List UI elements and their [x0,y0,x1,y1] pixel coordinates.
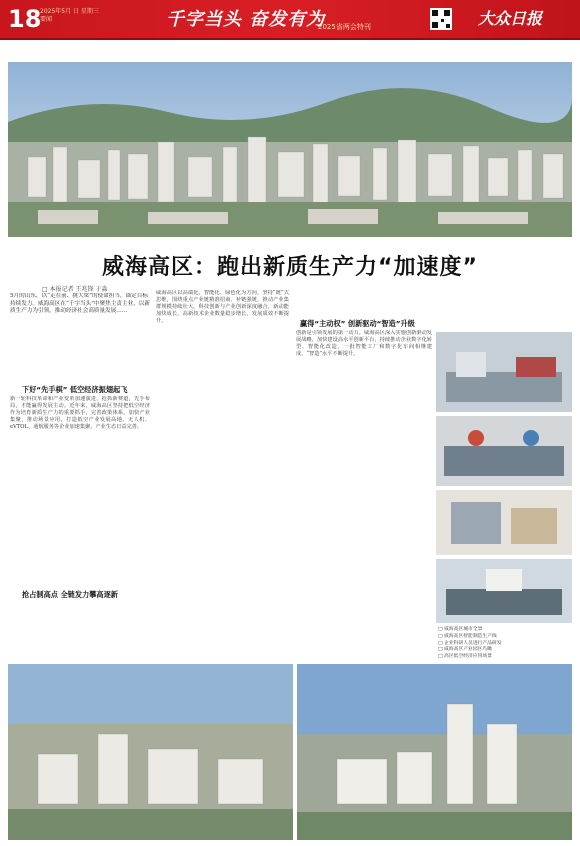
factory-photo-1 [436,332,572,412]
caption-3: □ 企业科研人员进行产品研发 [438,640,502,646]
factory-photo-3 [436,490,572,555]
article-column-2: 威海高区以高端化、智能化、绿色化为方向，坚持“链”式思维，围绕重点产业链精准招商、补链强链，推动产业集群规模持续壮大。科技创新与产业创新深度融合，新动能加快成长，高新技术企业数量稳步增长，发展质效不断提升。 [156,290,289,325]
article-headline: 威海高区：跑出新质生产力“加速度” [102,255,478,280]
caption-1: □ 威海高区城市全景 [438,627,483,632]
caption-2: □ 威海高区智能制造生产线 [438,633,497,639]
industrial-park-photo-left [8,664,293,840]
newspaper-logo: 大众日报 [478,9,543,28]
subheading-1: 下好“先手棋” 低空经济振翅起飞 [22,385,128,394]
subheading-2: 抢占制高点 全链发力攀高逐新 [22,590,118,599]
caption-4: □ 威海高区产业园区鸟瞰 [438,647,493,653]
factory-photo-4 [436,559,572,623]
article-column-1: 新一轮科技革命和产业变革加速演进，抢抓新赛道，先手布局，才能赢得发展主动。近年来，威海高区坚持把低空经济作为培育新质生产力的重要抓手，完善政策体系，加快产业集聚，推动场景应用，打造低空产业发展高地。无人机、eVTOL、通航服务等企业加速集聚，产业生态日益完善。 [10,396,150,431]
section-label: 要闻 [40,16,53,23]
industrial-park-photo-right [297,664,572,840]
article-column-3: 创新是引领发展的第一动力。威海高区深入实施创新驱动发展战略，加快建设高水平创新平台，持续推动企业数字化转型、智能化改造，一批智能工厂和数字化车间相继建成，“智造”水平不断提升。 [296,330,432,358]
factory-photo-2 [436,416,572,486]
article-byline: □ 本报记者 王兆锋 于淼 [42,286,108,293]
header-divider [0,38,580,40]
masthead-banner [0,0,580,38]
issue-date: 2025年5月 日 星期三 [40,8,99,15]
banner-slogan: 千字当头 奋发有为 [166,9,326,30]
photo-captions [438,627,578,661]
caption-5: □ 高区低空经济应用场景 [438,654,493,660]
page-number: 18 [8,5,42,33]
special-edition-label: 2025省两会特刊 [318,23,371,31]
city-panorama-photo [8,62,572,237]
article-lead: 5月的山东，以“走在前、挑大梁”的使命担当，锚定目标持续发力。威海高区在“千字当头”中聚焦主责主业，以新质生产力为引领，推动经济社会高质量发展…… [10,293,150,314]
qr-code-icon [430,8,452,30]
subheading-3: 赢得“主动权” 创新驱动“智造”升级 [300,319,415,328]
